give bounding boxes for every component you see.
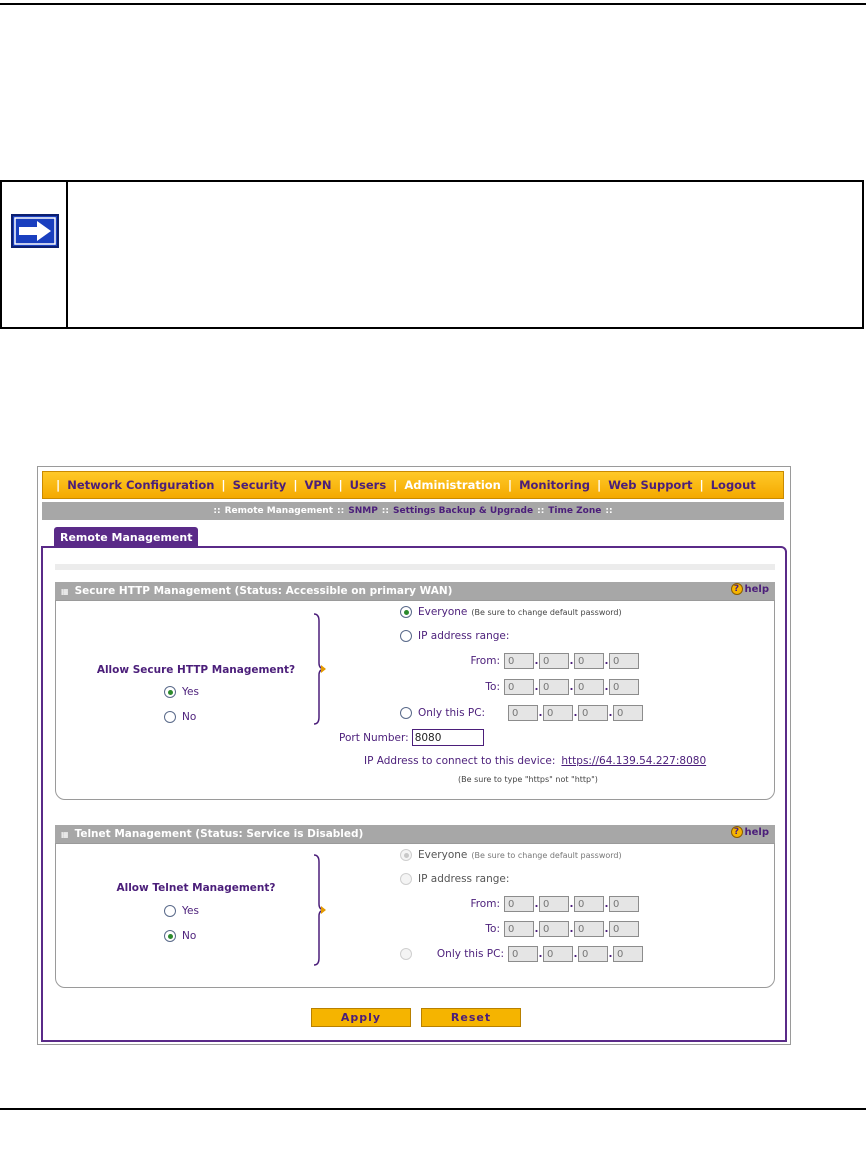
nav-web-support[interactable]: Web Support [608, 478, 693, 492]
https-pc-octet-1[interactable] [508, 705, 538, 721]
https-pc-octet-3[interactable] [578, 705, 608, 721]
https-help-link[interactable]: ? help [731, 583, 770, 595]
telnet-to-octet-1[interactable] [504, 921, 534, 937]
subnav-snmp[interactable]: SNMP [348, 506, 378, 516]
telnet-to-octet-2[interactable] [539, 921, 569, 937]
https-to-row: To: 0 . 0 . 0 . 0 [462, 679, 639, 695]
connect-address-row [364, 755, 706, 767]
telnet-no-option[interactable]: No [164, 930, 196, 942]
https-from-octet-1[interactable] [504, 653, 534, 669]
subnav-time-zone[interactable]: Time Zone [548, 506, 602, 516]
nav-users[interactable]: Users [349, 478, 387, 492]
tab-remote-management[interactable]: Remote Management [54, 527, 198, 547]
telnet-pc-octet-1[interactable] [508, 946, 538, 962]
https-question: Allow Secure HTTP Management? [96, 664, 296, 676]
telnet-from-row: From: 0 . 0 . 0 . 0 [462, 896, 639, 912]
connect-address-link[interactable]: https://64.139.54.227:8080 [561, 755, 707, 767]
telnet-everyone-option[interactable]: Everyone (Be sure to change default password) [400, 849, 622, 861]
grip-icon: ▦ [61, 586, 69, 596]
telnet-to-octet-3[interactable] [574, 921, 604, 937]
telnet-to-octet-4[interactable] [609, 921, 639, 937]
telnet-help-link[interactable]: ? help [731, 826, 770, 838]
telnet-from-octet-3[interactable] [574, 896, 604, 912]
nav-monitoring[interactable]: Monitoring [519, 478, 590, 492]
telnet-from-octet-4[interactable] [609, 896, 639, 912]
top-navigation: | Network Configuration | Security | VPN | Users | Administration | Monitoring | Web Support | Logout [42, 471, 784, 499]
https-from-octet-2[interactable] [539, 653, 569, 669]
help-icon: ? [731, 826, 743, 838]
port-number-input[interactable] [412, 729, 484, 746]
telnet-only-pc-option[interactable]: Only this PC: 0 . 0 . 0 . 0 [400, 946, 643, 962]
telnet-pc-octet-3[interactable] [578, 946, 608, 962]
https-ip-range-option[interactable]: IP address range: [400, 630, 509, 642]
telnet-ip-range-radio[interactable] [400, 873, 412, 885]
https-section-body [55, 600, 775, 800]
connect-address-label: IP Address to connect to this device: [364, 755, 556, 767]
nav-logout[interactable]: Logout [710, 478, 756, 492]
https-to-octet-3[interactable] [574, 679, 604, 695]
panel-strip [55, 564, 775, 570]
https-from-row: From: 0 . 0 . 0 . 0 [462, 653, 639, 669]
grip-icon: ▦ [61, 829, 69, 839]
https-note: (Be sure to type "https" not "http") [458, 775, 598, 784]
brace-icon [313, 854, 327, 966]
https-to-octet-1[interactable] [504, 679, 534, 695]
https-yes-radio[interactable] [164, 686, 176, 698]
https-from-octet-4[interactable] [609, 653, 639, 669]
telnet-from-octet-2[interactable] [539, 896, 569, 912]
port-number-row [339, 729, 484, 746]
subnav-settings-backup[interactable]: Settings Backup & Upgrade [393, 506, 534, 516]
note-box [0, 180, 864, 329]
telnet-question: Allow Telnet Management? [116, 882, 276, 894]
note-divider [66, 182, 68, 327]
telnet-section-body [55, 843, 775, 988]
nav-administration[interactable]: Administration [404, 478, 501, 492]
https-only-pc-option[interactable]: Only this PC: 0 . 0 . 0 . 0 [400, 705, 643, 721]
telnet-only-pc-radio[interactable] [400, 948, 412, 960]
arrow-note-icon [11, 214, 59, 248]
telnet-ip-range-option[interactable]: IP address range: [400, 873, 509, 885]
bottom-rule [0, 1108, 866, 1110]
telnet-yes-radio[interactable] [164, 905, 176, 917]
nav-network-configuration[interactable]: Network Configuration [67, 478, 215, 492]
nav-security[interactable]: Security [232, 478, 287, 492]
telnet-yes-option[interactable]: Yes [164, 905, 199, 917]
https-no-option[interactable]: No [164, 711, 196, 723]
reset-button[interactable]: Reset [421, 1008, 521, 1027]
telnet-pc-octet-2[interactable] [543, 946, 573, 962]
https-pc-octet-4[interactable] [613, 705, 643, 721]
telnet-section-title: Telnet Management (Status: Service is Disabled) [74, 828, 364, 840]
https-to-octet-4[interactable] [609, 679, 639, 695]
brace-icon [313, 613, 327, 725]
telnet-to-row: To: 0 . 0 . 0 . 0 [462, 921, 639, 937]
telnet-section-header [55, 825, 775, 843]
nav-vpn[interactable]: VPN [304, 478, 332, 492]
https-section-title: Secure HTTP Management (Status: Accessible on primary WAN) [74, 585, 453, 597]
router-admin-screenshot [37, 466, 791, 1045]
subnav-remote-management[interactable]: Remote Management [224, 506, 334, 516]
https-everyone-radio[interactable] [400, 606, 412, 618]
https-to-octet-2[interactable] [539, 679, 569, 695]
https-everyone-option[interactable]: Everyone (Be sure to change default password) [400, 606, 622, 618]
https-only-pc-radio[interactable] [400, 707, 412, 719]
help-icon: ? [731, 583, 743, 595]
telnet-from-octet-1[interactable] [504, 896, 534, 912]
https-yes-option[interactable]: Yes [164, 686, 199, 698]
https-section-header [55, 582, 775, 600]
port-number-label: Port Number: [339, 731, 409, 744]
https-pc-octet-2[interactable] [543, 705, 573, 721]
https-no-radio[interactable] [164, 711, 176, 723]
telnet-everyone-radio[interactable] [400, 849, 412, 861]
https-ip-range-radio[interactable] [400, 630, 412, 642]
apply-button[interactable]: Apply [311, 1008, 411, 1027]
top-rule [0, 3, 866, 5]
sub-navigation: :: Remote Management :: SNMP :: Settings Backup & Upgrade :: Time Zone :: [42, 502, 784, 520]
telnet-pc-octet-4[interactable] [613, 946, 643, 962]
telnet-no-radio[interactable] [164, 930, 176, 942]
main-panel [41, 546, 787, 1042]
https-from-octet-3[interactable] [574, 653, 604, 669]
